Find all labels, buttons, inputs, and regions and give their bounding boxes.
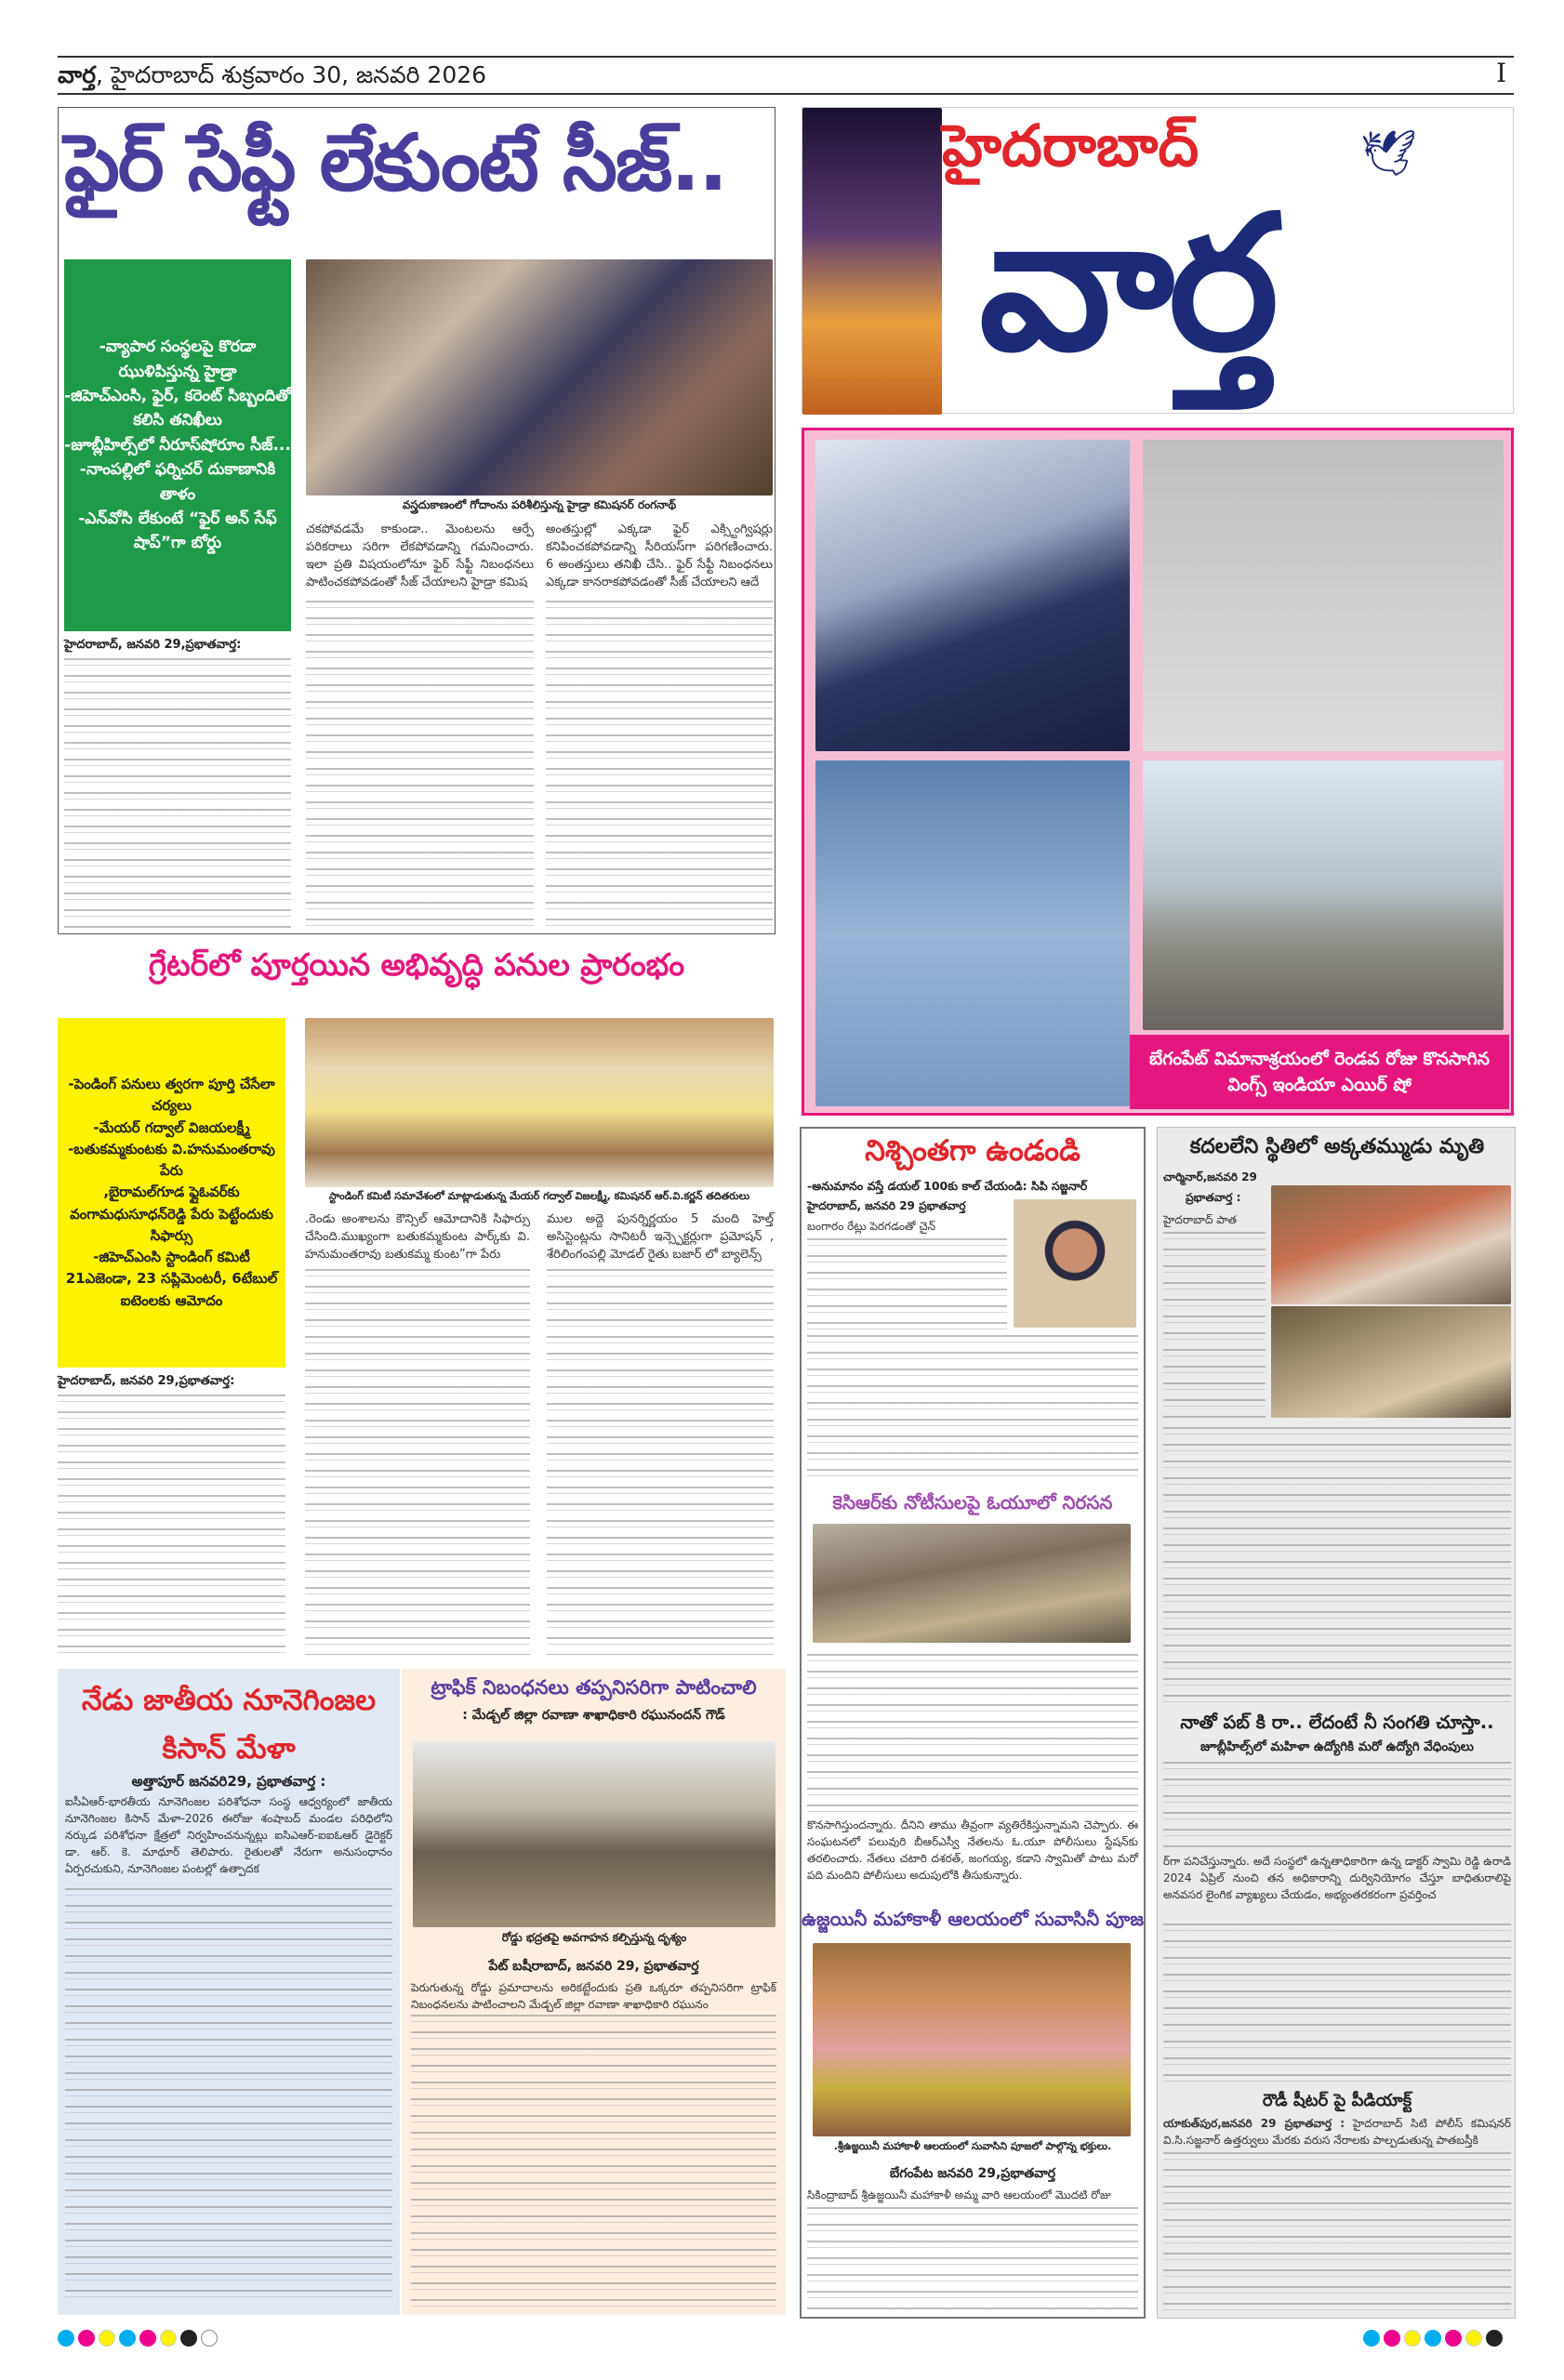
page-number: I (1495, 58, 1506, 88)
rowdy-headline: రౌడీ షీటర్ పై పీడియాక్ట్ (1262, 2091, 1412, 2110)
fire-photo-caption: వస్త్రదుకాణంలో గోదాంను పరిశీలిస్తున్న హైడ్రా కమిషనర్ రంగనాథ్ (402, 498, 677, 511)
nishchintaga-dateline: హైదరాబాద్, జనవరి 29 ప్రభాతవార్త (807, 1199, 966, 1212)
greater-bullets-box (58, 1018, 285, 1368)
bullet: -నాంపల్లిలో ఫర్నిచర్ దుకాణానికి తాళం (79, 460, 276, 504)
ujjaini-pooja-photo (813, 1943, 1131, 2136)
traffic-headline: ట్రాఫిక్ నిబంధనలు తప్పనిసరిగా పాటించాలి (431, 1676, 757, 1699)
bullet: -జిహెచ్ఎంసి స్టాండింగ్ కమిటీ 21ఎజెండా, 23 సప్లిమెంటరీ, 6టేబుల్ ఐటెంలకు ఆమోదం (65, 1249, 278, 1309)
greater-dateline: హైదరాబాద్, జనవరి 29,ప్రభాతవార్త: (58, 1374, 235, 1388)
rowdy-body-text: హైదరాబాద్ సిటి పోలీస్ కమిషనర్ వి.సి.సజ్జనార్ ఉత్తర్వులు మేరకు వరుస నేరాలకు పాల్పడుతున్న పాతబస్తీకి (1163, 2117, 1511, 2147)
airshow-caption: బేగంపేట్ విమానాశ్రయంలో రెండవ రోజు కొనసాగిన వింగ్స్ ఇండియా ఎయిర్ షో (1130, 1035, 1509, 1109)
traffic-dateline: పేట్ బషీరాబాద్, జనవరి 29, ప్రభాతవార్త (488, 1959, 699, 1974)
fire-body-col2-more (306, 601, 534, 928)
ujjaini-headline: ఉజ్జయినీ మహాకాళీ ఆలయంలో సువాసినీ పూజ (802, 1908, 1144, 1930)
nishchintaga-body: బంగారం రేట్లు పెరగడంతో చైన్ (807, 1220, 935, 1233)
bullet: -బతుకమ్మకుంటకు వి.హనుమంతరావు పేరు (68, 1140, 275, 1180)
traffic-story (402, 1669, 786, 2315)
greater-body-col2: .రెండు అంశాలను కౌన్సిల్ ఆమోదానికి సిఫార్సు చేసింది.ముఖ్యంగా బతుకమ్మకుంట పార్క్‌కు వి. హనుమంతరావు బతుకమ్మ కుంట”గా పేరు (305, 1212, 530, 1262)
bullet: -ఎన్‌వోసి లేకుంటే “ఫైర్ అన్ సేఫ్ షాప్”గా బోర్డు (78, 509, 277, 553)
kisan-dateline: అత్తాపూర్ జనవరి29, ప్రభాతవార్త : (131, 1773, 326, 1790)
kcr-body: కొనసాగిస్తుందన్నారు. దీనిని తాము తీవ్రంగా వ్యతిరేకిస్తున్నామని చెప్పారు. ఈ సంఘటనలో పలువురి బీఆర్ఎస్వీ నేతలను ఓ.యూ పోలీసులు స్టేషన్‌కు తరలించారు. నేతలు చటారి దశరత్, జంగయ్య, కడాని స్వామితో పాటు మరో పది మందిని పోలీసులు అదుపులోకి తీసుకున్నారు. (807, 1818, 1138, 1882)
airshow-feature (802, 428, 1514, 1116)
rowdy-body-more (1163, 2152, 1511, 2312)
bullet: -వ్యాపార సంస్థలపై కొరడా ఝుళిపిస్తున్న హైడ్రా (99, 337, 257, 381)
kisan-headline: నేడు జాతీయ నూనెగింజల కిసాన్ మేళా (81, 1684, 377, 1765)
masthead-city: హైదరాబాద్ (942, 112, 1200, 179)
fire-story (58, 107, 775, 934)
nishchintaga-body-more (807, 1238, 1007, 1331)
pub-body: ర్‌గా పనిచేస్తున్నారు. అదే సంస్థలో ఉన్నతాధికారిగా ఉన్న డాక్టర్ స్వామి రెడ్డి ఉరాడి 2024 ఏప్రిల్ నుంచి తన అధికారాన్ని దుర్వినియోగం చేస్తూ బాధితురాలిపై అనవసర లైంగిక వ్యాఖ్యలు చేయడం, అభ్యంతరకరంగా ప్రవర్తించ (1163, 1855, 1511, 1901)
fire-body-col3: అంతస్తుల్లో ఎక్కడా ఫైర్ ఎక్స్టింగ్విషర్లు కనిపించకపోవడాన్ని సీరియస్‌గా పరిగణించారు. 6 అంతస్తులు తనిఖీ చేసి.. ఫైర్ సేఫ్టీ నిబంధనలు ఎక్కడా కానరాకపోవడంతో సీజ్ చేయాలని ఆదే (546, 522, 773, 589)
kadalaleni-dateline: చార్మినార్,జనవరి 29 (1163, 1170, 1257, 1183)
fire-headline: ఫైర్ సేఫ్టీ లేకుంటే సీజ్.. (64, 117, 727, 208)
pub-subhead: జూబ్లీహిల్స్‌లో మహిళా ఉద్యోగికి మరో ఉద్యోగి వేధింపులు (1200, 1739, 1474, 1754)
traffic-photo-caption: రోడ్డు భద్రతపై అవగాహన కల్పిస్తున్న దృశ్యం (501, 1931, 687, 1944)
nishchintaga-headline: నిశ్చింతగా ఉండండి (865, 1134, 1080, 1168)
ujjaini-body: సికింద్రాబాద్ శ్రీఉజ్జయినీ మహాకాళీ అమ్మ వారి ఆలయంలో మొదటి రోజు (807, 2188, 1111, 2202)
kcr-body-lines (807, 1654, 1138, 1812)
masthead-brand: వార్త (979, 176, 1274, 392)
greater-body-col2-more (305, 1269, 530, 1655)
fire-body-col3-more (546, 601, 773, 928)
greater-body-col3: ముల అద్దె పునర్నిర్ణయం 5 మంది హెల్త్ అసిస్టెంట్లను సానిటరీ ఇన్స్పెక్టర్లుగా ప్రమోషన్ , శేరిలింగంపల్లి మోడల్ రైతు బజార్ లో బ్యాలెన్స్ (547, 1212, 774, 1262)
greater-body-col1 (58, 1395, 285, 1655)
airshow-crowd-photo (1143, 760, 1504, 1030)
kcr-headline: కెసిఆర్‌కు నోటీసులపై ఓయూలో నిరసన (832, 1491, 1113, 1514)
fire-body-col1 (64, 658, 291, 928)
color-registration-left (58, 2330, 221, 2350)
charminar-photo (802, 108, 942, 415)
kadalaleni-body-more (1163, 1232, 1266, 1422)
traffic-body: పెరుగుతున్న రోడ్డు ప్రమాదాలను అరికట్టేందుకు ప్రతి ఒక్కరూ తప్పనిసరిగా ట్రాఫిక్ నిబంధనలను పాటించాలని మేడ్చల్ జిల్లా రవాణా శాఖాధికారి రఘునం (411, 1981, 776, 2011)
ou-protest-photo (813, 1524, 1131, 1643)
bullet: -పెండింగ్ పనులు త్వరగా పూర్తి చేసేలా చర్యలు (68, 1076, 275, 1115)
fire-body-col2: చకపోవడమే కాకుండా.. మెంటలను ఆర్పే పరికరాలు సరిగా లేకపోవడాన్ని గమనించారు. ఇలా ప్రతి విషయంలోనూ ఫైర్ సేఫ్టీ నిబంధనలు పాటించకపోవడంతో సీజ్ చేయాలని హైడ్రా కమిష (306, 522, 534, 589)
center-column (800, 1127, 1146, 2319)
greater-body-col3-more (547, 1269, 774, 1655)
fire-inspection-photo (306, 259, 773, 496)
page-header: వార్త, హైదరాబాద్ శుక్రవారం 30, జనవరి 2026 (58, 61, 487, 88)
ujjaini-body-more (807, 2207, 1138, 2314)
rowdy-body (1163, 2115, 1511, 2149)
kisan-mela-story (58, 1669, 400, 2315)
rowdy-dateline: యాకుత్‌పుర,జనవరి 29 ప్రభాతవార్త : (1163, 2117, 1345, 2130)
greater-photo-caption: స్టాండింగ్ కమిటీ సమావేశంలో మాట్లాడుతున్న మేయర్ గద్వాల్ విజలక్ష్మీ, కమిషనర్ ఆర్.వి.కర్ణన్ తదితరులు (328, 1190, 750, 1202)
traffic-body-more (411, 2015, 776, 2307)
nishchintaga-subhead: -అనుమానం వస్తే డయల్ 100కు కాల్ చేయండి: సిపి సజ్జనార్ (807, 1179, 1088, 1193)
kadalaleni-body-more2 (1163, 1427, 1511, 1704)
ujjaini-dateline: బేగంపేట జనవరి 29,ప్రభాతవార్త (889, 2166, 1056, 2181)
dove-icon: 🕊 (1360, 127, 1417, 179)
standing-committee-photo (305, 1018, 774, 1187)
cp-sajjanar-photo (1014, 1199, 1136, 1328)
airshow-smoke-trails-photo (815, 760, 1130, 1106)
airshow-hostess-photo (815, 440, 1130, 751)
right-column (1157, 1127, 1516, 2319)
pub-headline: నాతో పబ్ కి రా.. లేదంటే నీ సంగతి చూస్తా.. (1180, 1712, 1494, 1733)
bullet: -మేయర్ గద్వాల్ విజయలక్ష్మీ (93, 1118, 250, 1136)
kadalaleni-body: హైదరాబాద్ పాత (1163, 1213, 1237, 1226)
kisan-body: ఐసీఏఆర్-భారతీయ నూనెగింజల పరిశోధనా సంస్థ ఆధ్వర్యంలో జాతీయ నూనెగింజల కిసాన్ మేళా-2026 ఈరోజు శంషాబద్ మండల పరిధిలోని నర్కుడ పరిశోధనా క్షేత్రలో నిర్వహించనున్నట్లు ఐసిఎఆర్-ఐఐఓఆర్ డైరెక్టర్ డా. ఆర్. కె. మాథూర్ తెలిపారు. రైతులతో నేరుగా అనుసంధానం ఏర్పరచుకుని, నూనెగింజల పంటల్లో ఉత్పాదక (65, 1795, 392, 1875)
kadalaleni-headline: కదలలేని స్థితిలో అక్కతమ్ముడు మృతి (1189, 1135, 1485, 1158)
kadalaleni-dateline-2: ప్రభాతవార్త : (1186, 1191, 1241, 1204)
header-top-rule (58, 56, 1514, 58)
bullet: -జిహెచ్ఎంసి, ఫైర్, కరెంట్ సిబ్బందితో కలిసి తనిఖీలు (64, 387, 291, 430)
fire-bullets-box (64, 259, 291, 631)
masthead-small: వార్త (58, 61, 97, 88)
fire-dateline: హైదరాబాద్, జనవరి 29,ప్రభాతవార్త: (64, 638, 242, 652)
nishchintaga-body-more2 (807, 1335, 1138, 1484)
pub-body-lines (1163, 1762, 1511, 1850)
traffic-subhead: : మేడ్చల్ జిల్లా రవాణా శాఖాధికారి రఘునందన్ గౌడ్ (462, 1708, 725, 1723)
victim-photo-1 (1271, 1185, 1511, 1304)
date-line: హైదరాబాద్ శుక్రవారం 30, జనవరి 2026 (110, 61, 487, 88)
greater-headline: గ్రేటర్‌లో పూర్తయిన అభివృద్ధి పనుల ప్రారంభం (148, 946, 685, 983)
bullet: -జూబ్లీహిల్స్‌లో నీరూస్‌షోరూం సీజ్... (64, 435, 291, 455)
kisan-body-more (65, 1888, 392, 2307)
traffic-awareness-photo (413, 1741, 775, 1927)
header-bottom-rule (58, 93, 1514, 95)
bullet: ,బైరామల్‌గూడ ఫ్లైఓవర్‌కు వంగామధుసూధన్‌రెడ్డి పేరు పెట్టేందుకు సిఫార్సు (70, 1183, 273, 1244)
ujjaini-photo-caption: .శ్రీఉజ్జయినీ మహాకాళీ ఆలయంలో సువాసిని పూజలో పాల్గొన్న భక్తులు. (833, 2140, 1112, 2152)
victim-photo-2 (1271, 1306, 1511, 1418)
color-registration-right (1363, 2330, 1506, 2350)
airshow-jets-photo (1143, 440, 1504, 751)
pub-body-more (1163, 1924, 1511, 2082)
masthead (802, 107, 1514, 414)
